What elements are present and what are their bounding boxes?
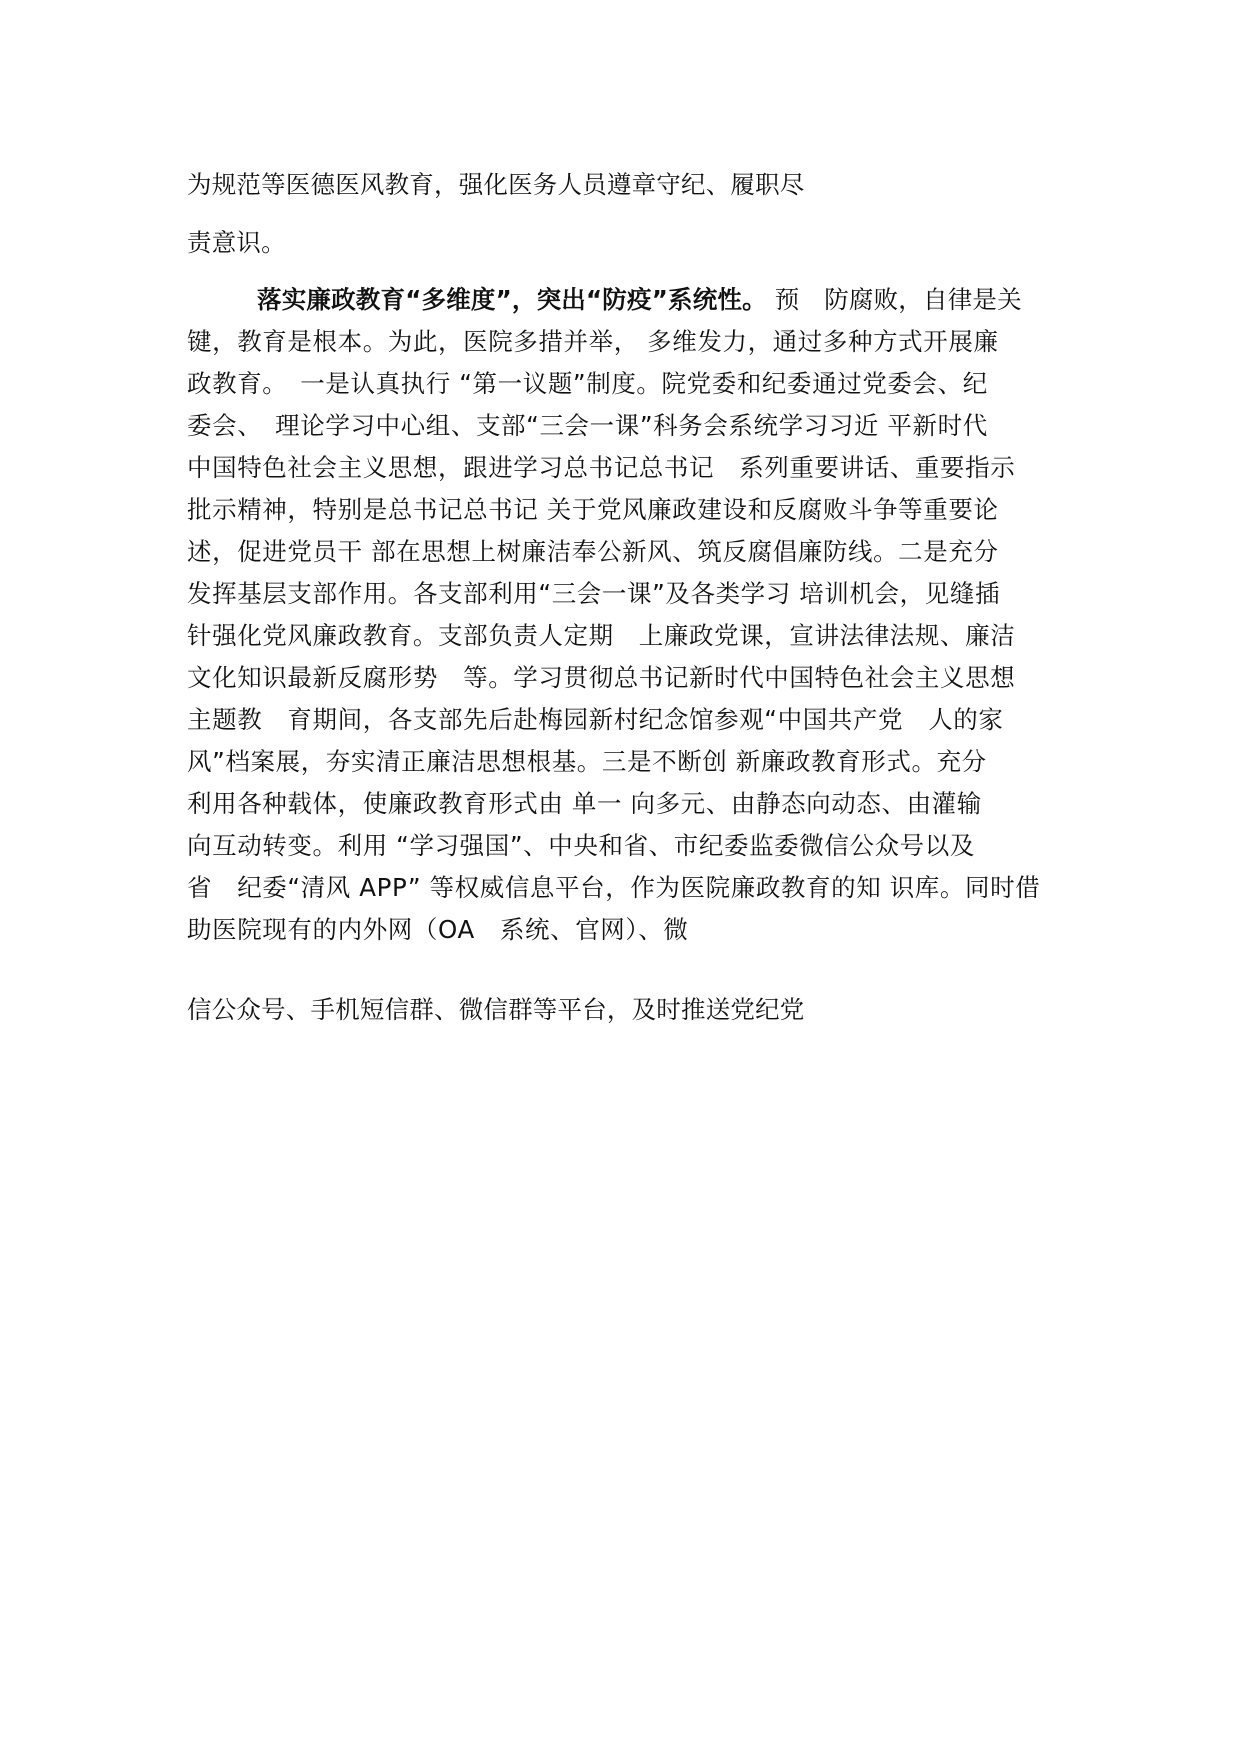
paragraph-line-10: 文化知识最新反腐形势 等。学习贯彻总书记新时代中国特色社会主义思想 [187, 663, 1016, 692]
paragraph-first-line-rest: 预 防腐败，自律是关 [766, 285, 1022, 314]
paragraph-line-2: 键，教育是根本。为此，医院多措并举， 多维发力，通过多种方式开展廉 [187, 327, 999, 356]
paragraph-line-3: 政教育。 一是认真执行 “第一议题”制度。院党委和纪委通过党委会、纪 [187, 369, 988, 398]
paragraph-line-8: 发挥基层支部作用。各支部利用“三会一课”及各类学习 培训机会，见缝插 [187, 579, 1001, 608]
paragraph-line-16: 助医院现有的内外网（OA 系统、官网）、微 [187, 915, 689, 944]
paragraph-line-15: 省 纪委“清风 APP” 等权威信息平台，作为医院廉政教育的知 识库。同时借 [187, 873, 1041, 902]
paragraph-line-13: 利用各种载体，使廉政教育形式由 单一 向多元、由静态向动态、由灌输 [187, 789, 982, 818]
paragraph-line-7: 述，促进党员干 部在思想上树廉洁奉公新风、筑反腐倡廉防线。二是充分 [187, 537, 999, 566]
paragraph-line-4: 委会、 理论学习中心组、支部“三会一课”科务会系统学习习近 平新时代 [187, 411, 988, 440]
closing-line: 信公众号、手机短信群、微信群等平台，及时推送党纪党 [187, 995, 805, 1024]
paragraph-first-line [257, 285, 1022, 315]
paragraph-line-5: 中国特色社会主义思想，跟进学习总书记总书记 系列重要讲话、重要指示 [187, 453, 1016, 482]
paragraph-line-11: 主题教 育期间，各支部先后赴梅园新村纪念馆参观“中国共产党 人的家 [187, 705, 1004, 734]
opening-line-2: 责意识。 [187, 228, 286, 257]
opening-line-1: 为规范等医德医风教育，强化医务人员遵章守纪、履职尽 [187, 170, 805, 199]
paragraph-line-9: 针强化党风廉政教育。支部负责人定期 上廉政党课，宣讲法律法规、廉洁 [187, 621, 1016, 650]
paragraph-line-14: 向互动转变。利用 “学习强国”、中央和省、市纪委监委微信公众号以及 [187, 831, 975, 860]
paragraph-line-12: 风”档案展，夯实清正廉洁思想根基。三是不断创 新廉政教育形式。充分 [187, 747, 987, 776]
paragraph-line-6: 批示精神，特别是总书记总书记 关于党风廉政建设和反腐败斗争等重要论 [187, 495, 999, 524]
paragraph-lead-heading: 落实廉政教育“多维度”，突出“防疫”系统性。 [257, 285, 767, 314]
